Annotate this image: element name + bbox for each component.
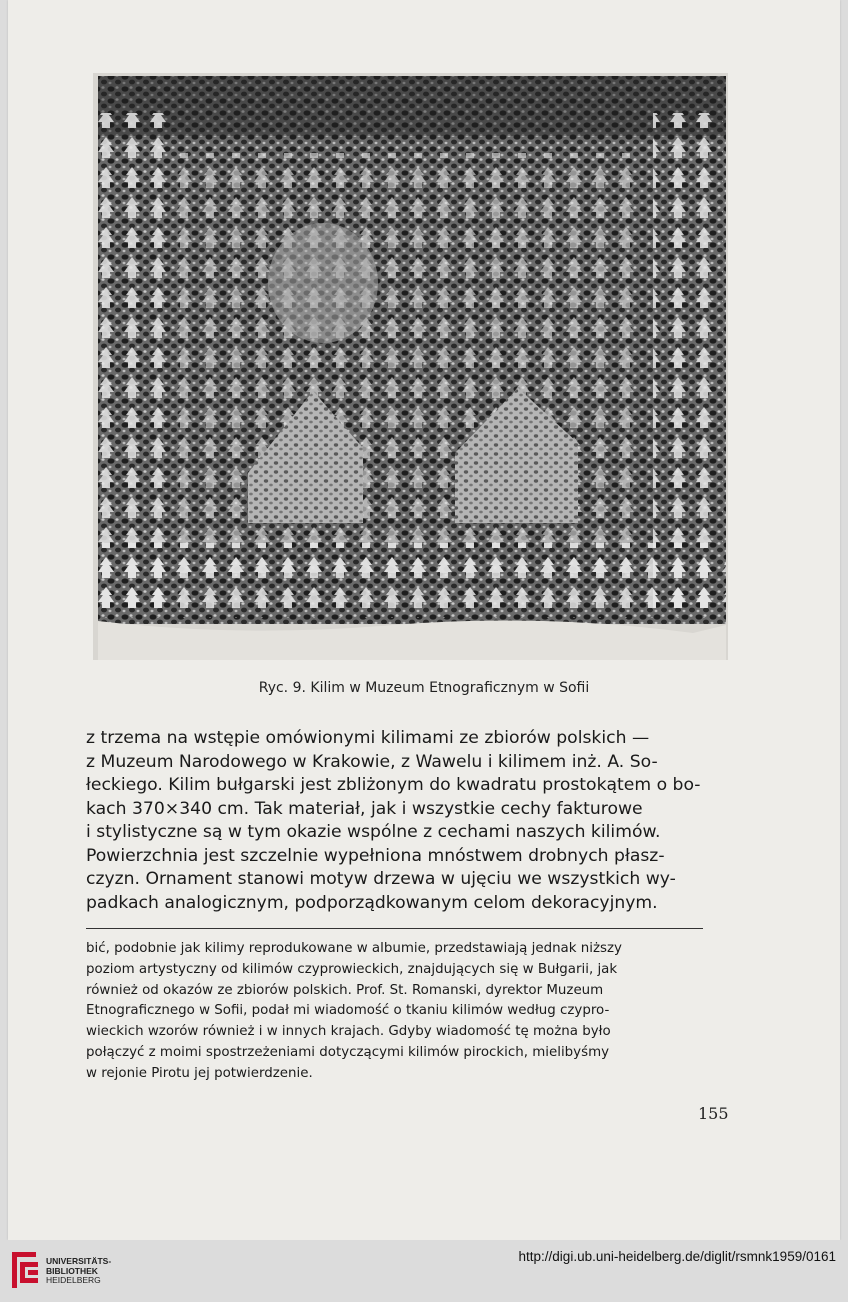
kilim-photograph [93,73,728,660]
footnote-line: również od okazów ze zbiorów polskich. Prof. St. Romanski, dyrektor Muzeum [86,982,604,998]
body-text [86,727,731,915]
library-name-line: HEIDELBERG [46,1275,101,1286]
body-line: z trzema na wstępie omówionymi kilimami ze zbiorów polskich — [86,728,650,748]
footnote-line: połączyć z moimi spostrzeżeniami dotyczącymi kilimów pirockich, mielibyśmy [86,1044,610,1060]
footnote-line: w rejonie Pirotu jej potwierdzenie. [86,1065,313,1081]
page-number: 155 [698,1104,729,1123]
footnote-line: Etnograficznego w Sofii, podał mi wiadomość o tkaniu kilimów według czypro- [86,1003,610,1019]
university-library-logo-icon[interactable] [8,1248,42,1294]
figure-caption: Ryc. 9. Kilim w Muzeum Etnograficznym w Sofii [258,680,590,696]
permalink-url[interactable]: http://digi.ub.uni-heidelberg.de/diglit/rsmnk1959/0161 [518,1249,836,1264]
body-line: z Muzeum Narodowego w Krakowie, z Wawelu i kilimem inż. A. So- [86,751,658,772]
library-name-line: BIBLIOTHEK [46,1265,98,1276]
document-page [8,0,840,1240]
body-line: i stylistyczne są w tym okazie wspólne z cechami naszych kilimów. [86,822,661,842]
footnote-text [86,939,731,1085]
body-line: kach 370×340 cm. Tak materiał, jak i wszystkie cechy fakturowe [86,798,643,819]
viewer-footer [0,1240,848,1302]
body-line: łeckiego. Kilim bułgarski jest zbliżonym do kwadratu prostokątem o bo- [86,775,701,795]
footnote-line: bić, podobnie jak kilimy reprodukowane w albumie, przedstawiają jednak niższy [86,941,622,956]
body-line: czyzn. Ornament stanowi motyw drzewa w ujęciu we wszystkich wy- [86,869,676,889]
body-line: padkach analogicznym, podporządkowanym celom dekoracyjnym. [86,892,658,913]
footnote-rule [86,928,703,929]
body-line: Powierzchnia jest szczelnie wypełniona mnóstwem drobnych płasz- [86,845,665,866]
library-name [46,1257,111,1286]
footnote-line: poziom artystyczny od kilimów czyprowieckich, znajdujących się w Bułgarii, jak [86,961,618,977]
footnote-line: wieckich wzorów również i w innych krajach. Gdyby wiadomość tę można było [86,1024,611,1040]
library-name-line: UNIVERSITÄTS- [46,1256,112,1266]
